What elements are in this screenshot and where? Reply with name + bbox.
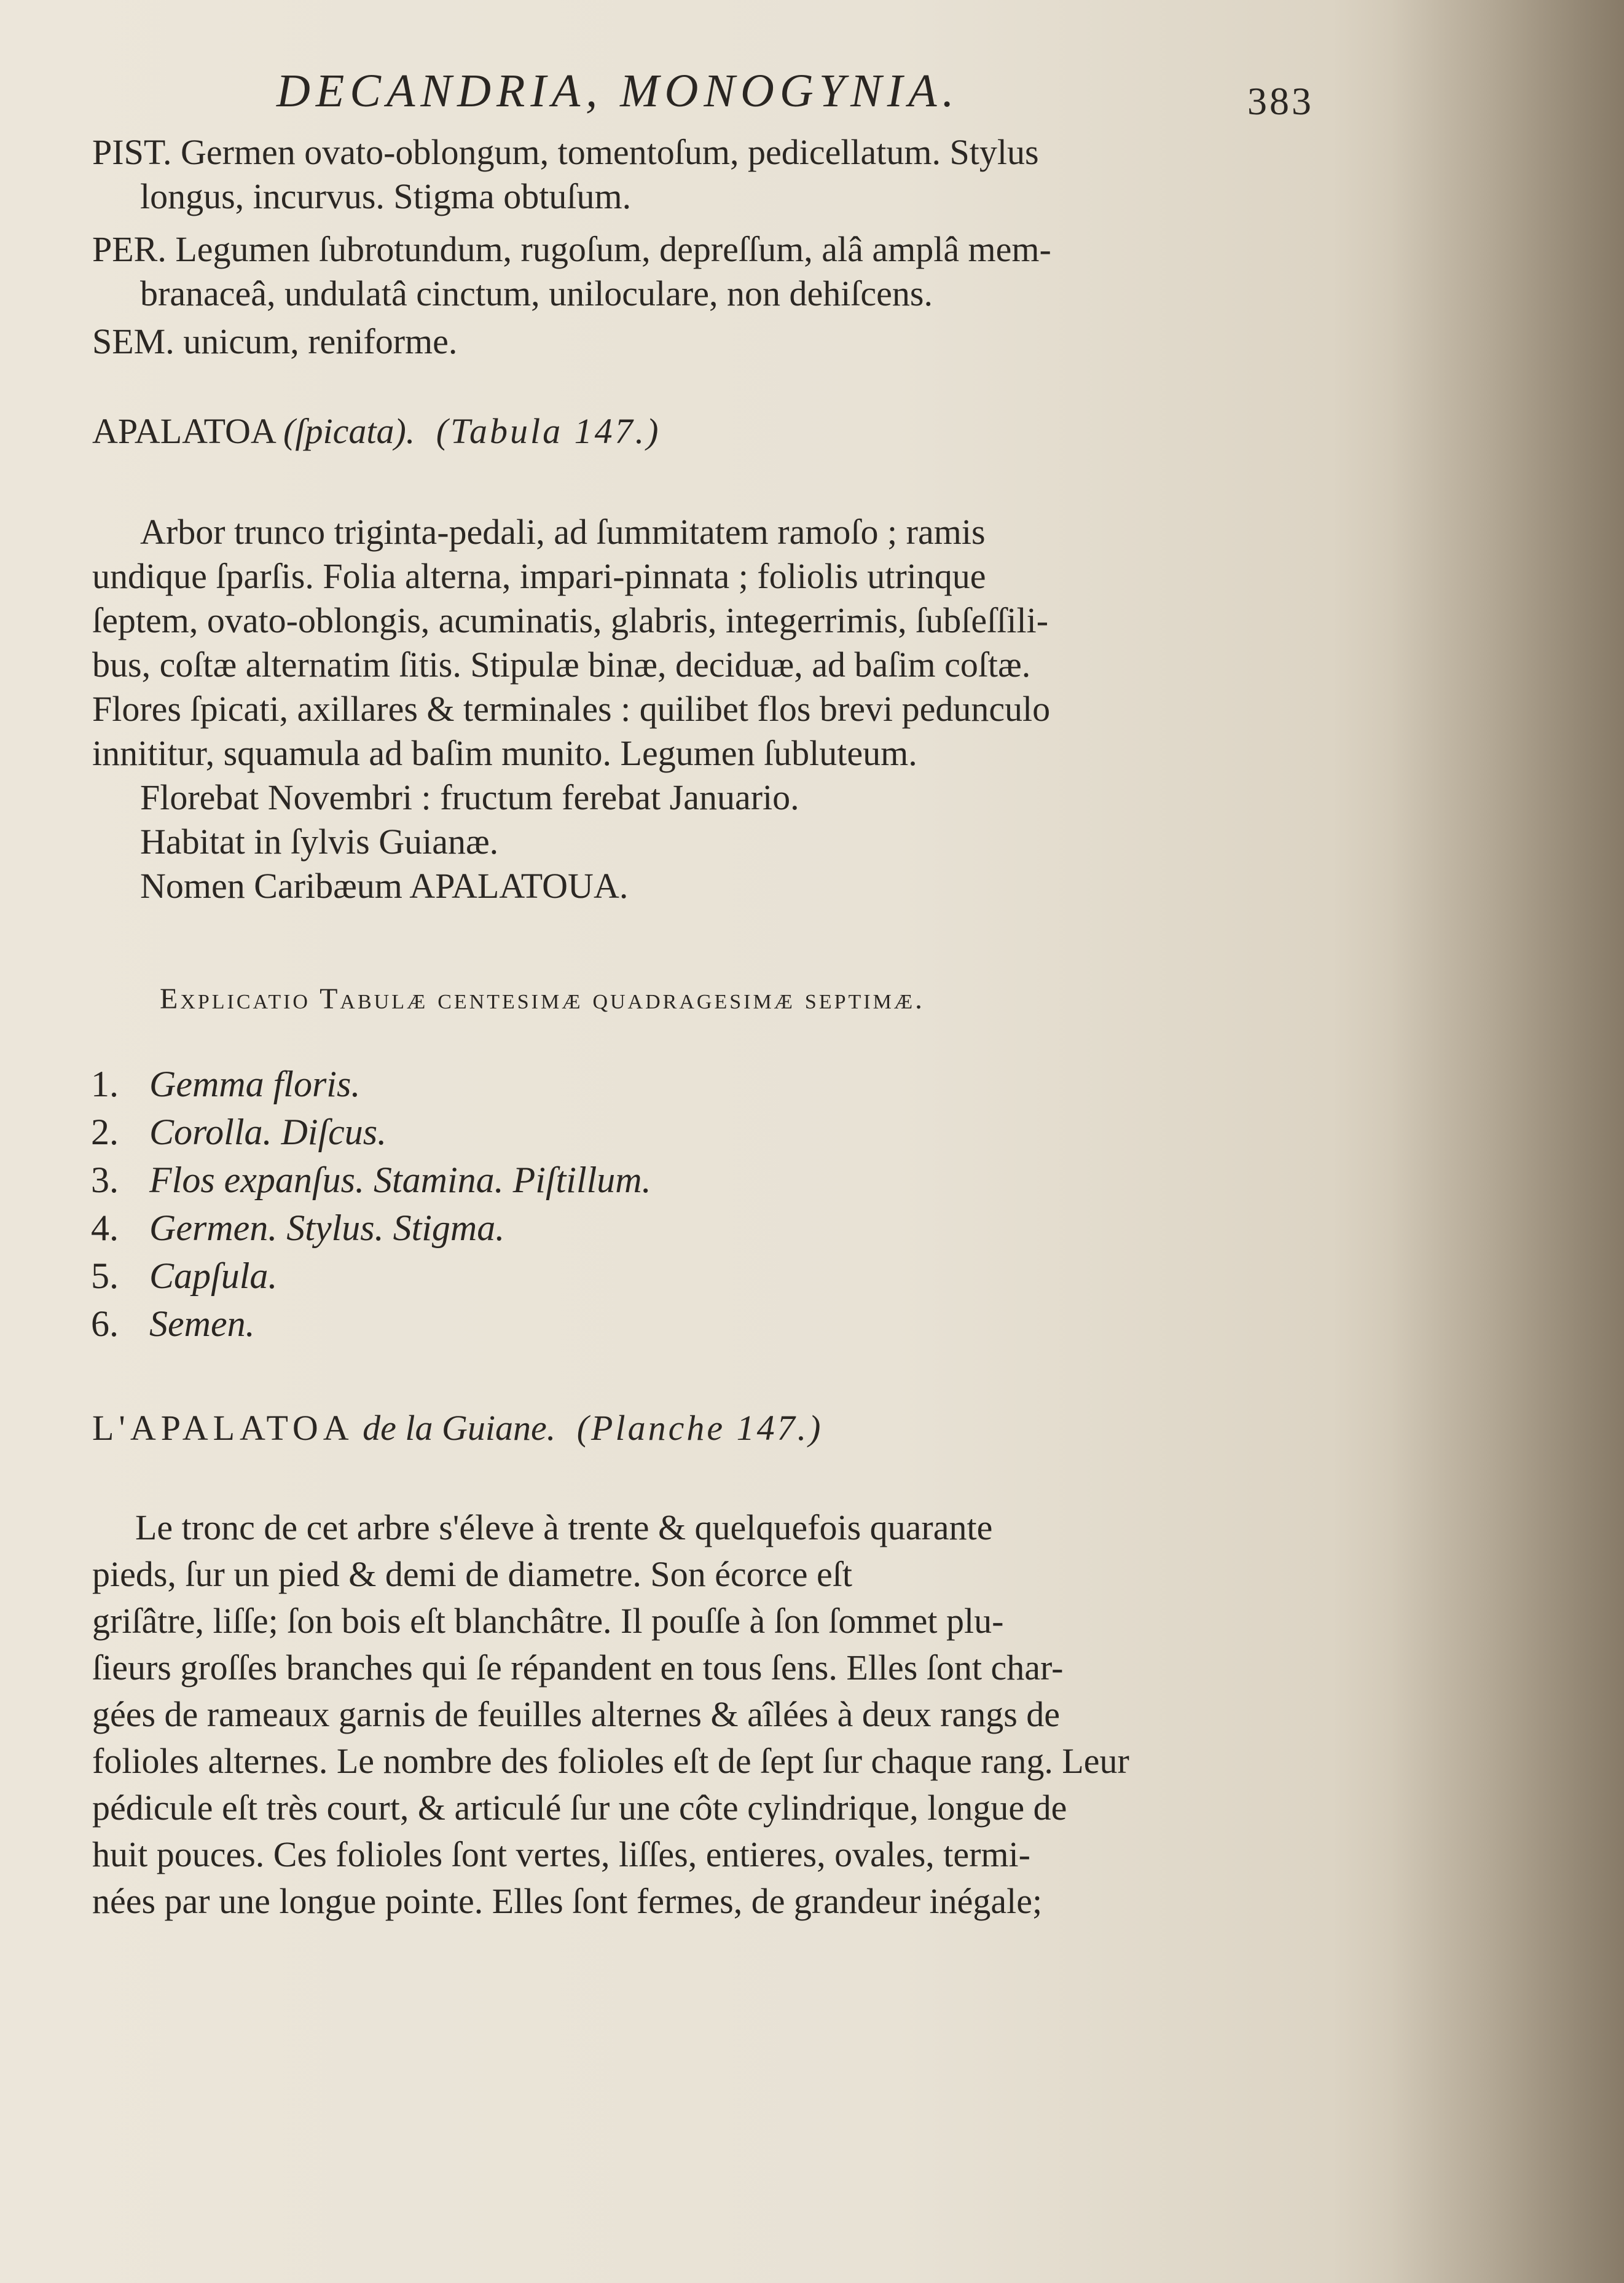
french-title [92, 1407, 823, 1448]
figure-caption: Gemma floris. [149, 1064, 361, 1104]
explicatio-heading: Explicatio Tabulæ centesimæ quadragesimæ septimæ. [160, 983, 925, 1015]
latin-body-line: bus, coſtæ alternatim ſitis. Stipulæ binæ, deciduæ, ad baſim coſtæ. [92, 645, 1031, 685]
figure-caption: Semen. [149, 1303, 255, 1344]
french-body-line: pédicule eſt très court, & articulé ſur une côte cylindrique, longue de [92, 1788, 1067, 1828]
latin-body-line: Flores ſpicati, axillares & terminales : quilibet flos brevi pedunculo [92, 689, 1051, 729]
latin-title [92, 411, 661, 452]
flowering-note: Florebat Novembri : fructum ferebat Januario. [140, 777, 799, 817]
french-body [92, 1504, 1321, 1925]
figure-caption: Flos expanſus. Stamina. Piſtillum. [149, 1160, 651, 1200]
french-body-line: huit pouces. Ces folioles ſont vertes, liſſes, entieres, ovales, termi- [92, 1834, 1030, 1874]
french-body-line: pieds, ſur un pied & demi de diametre. Son écorce eſt [92, 1554, 852, 1594]
gutter-shadow [1391, 0, 1624, 2283]
figure-list-item [91, 1255, 277, 1297]
figure-number: 6. [91, 1303, 119, 1344]
figure-list-item [91, 1303, 255, 1345]
figure-list-item [91, 1111, 386, 1153]
latin-body-line: Arbor trunco triginta-pedali, ad ſummitatem ramoſo ; ramis [140, 512, 986, 552]
description-line: branaceâ, undulatâ cinctum, uniloculare, non dehiſcens. [140, 273, 933, 313]
figure-number: 4. [91, 1208, 119, 1248]
figure-number: 5. [91, 1255, 119, 1296]
genus-name: APALATOA [92, 411, 275, 451]
description-line: longus, incurvus. Stigma obtuſum. [140, 176, 632, 216]
latin-body-line: ſeptem, ovato-oblongis, acuminatis, glabris, integerrimis, ſubſeſſili- [92, 600, 1049, 640]
plate-reference: (Planche 147.) [576, 1408, 823, 1448]
description-line: SEM. unicum, reniforme. [92, 321, 458, 361]
figure-number: 1. [91, 1064, 119, 1104]
running-title: DECANDRIA, MONOGYNIA. [277, 65, 960, 117]
figure-caption: Germen. Stylus. Stigma. [149, 1208, 505, 1248]
french-body-line: folioles alternes. Le nombre des folioles eſt de ſept ſur chaque rang. Leur [92, 1741, 1129, 1781]
figure-list-item [91, 1063, 360, 1106]
french-body-line: ſieurs groſſes branches qui ſe répandent en tous ſens. Elles ſont char- [92, 1648, 1064, 1688]
latin-body-line: undique ſparſis. Folia alterna, impari-pinnata ; foliolis utrinque [92, 556, 986, 596]
page-number: 383 [1247, 79, 1314, 123]
species-name: (ſpicata). [283, 411, 415, 451]
figure-list-item [91, 1159, 651, 1201]
figure-caption: Capſula. [149, 1255, 278, 1296]
french-body-line: nées par une longue pointe. Elles ſont fermes, de grandeur inégale; [92, 1881, 1043, 1921]
figure-number: 3. [91, 1160, 119, 1200]
figure-caption: Corolla. Diſcus. [149, 1112, 387, 1152]
description-line: PER. Legumen ſubrotundum, rugoſum, depreſſum, alâ amplâ mem- [92, 229, 1051, 269]
description-line: PIST. Germen ovato-oblongum, tomentoſum, pedicellatum. Stylus [92, 132, 1039, 172]
french-genus-name: L'APALATOA [92, 1408, 354, 1448]
french-body-line: griſâtre, liſſe; ſon bois eſt blanchâtre. Il pouſſe à ſon ſommet plu- [92, 1601, 1004, 1641]
habitat-note: Habitat in ſylvis Guianæ. [140, 822, 499, 862]
carib-name-note: Nomen Caribæum APALATOUA. [140, 866, 629, 906]
table-reference: (Tabula 147.) [436, 411, 661, 451]
french-body-line: Le tronc de cet arbre s'éleve à trente & quelquefois quarante [135, 1507, 993, 1547]
latin-body-line: innititur, squamula ad baſim munito. Legumen ſubluteum. [92, 733, 917, 773]
french-region: de la Guiane. [363, 1408, 556, 1448]
figure-number: 2. [91, 1112, 119, 1152]
figure-list-item [91, 1207, 504, 1249]
french-body-line: gées de rameaux garnis de feuilles alternes & aîlées à deux rangs de [92, 1694, 1061, 1734]
